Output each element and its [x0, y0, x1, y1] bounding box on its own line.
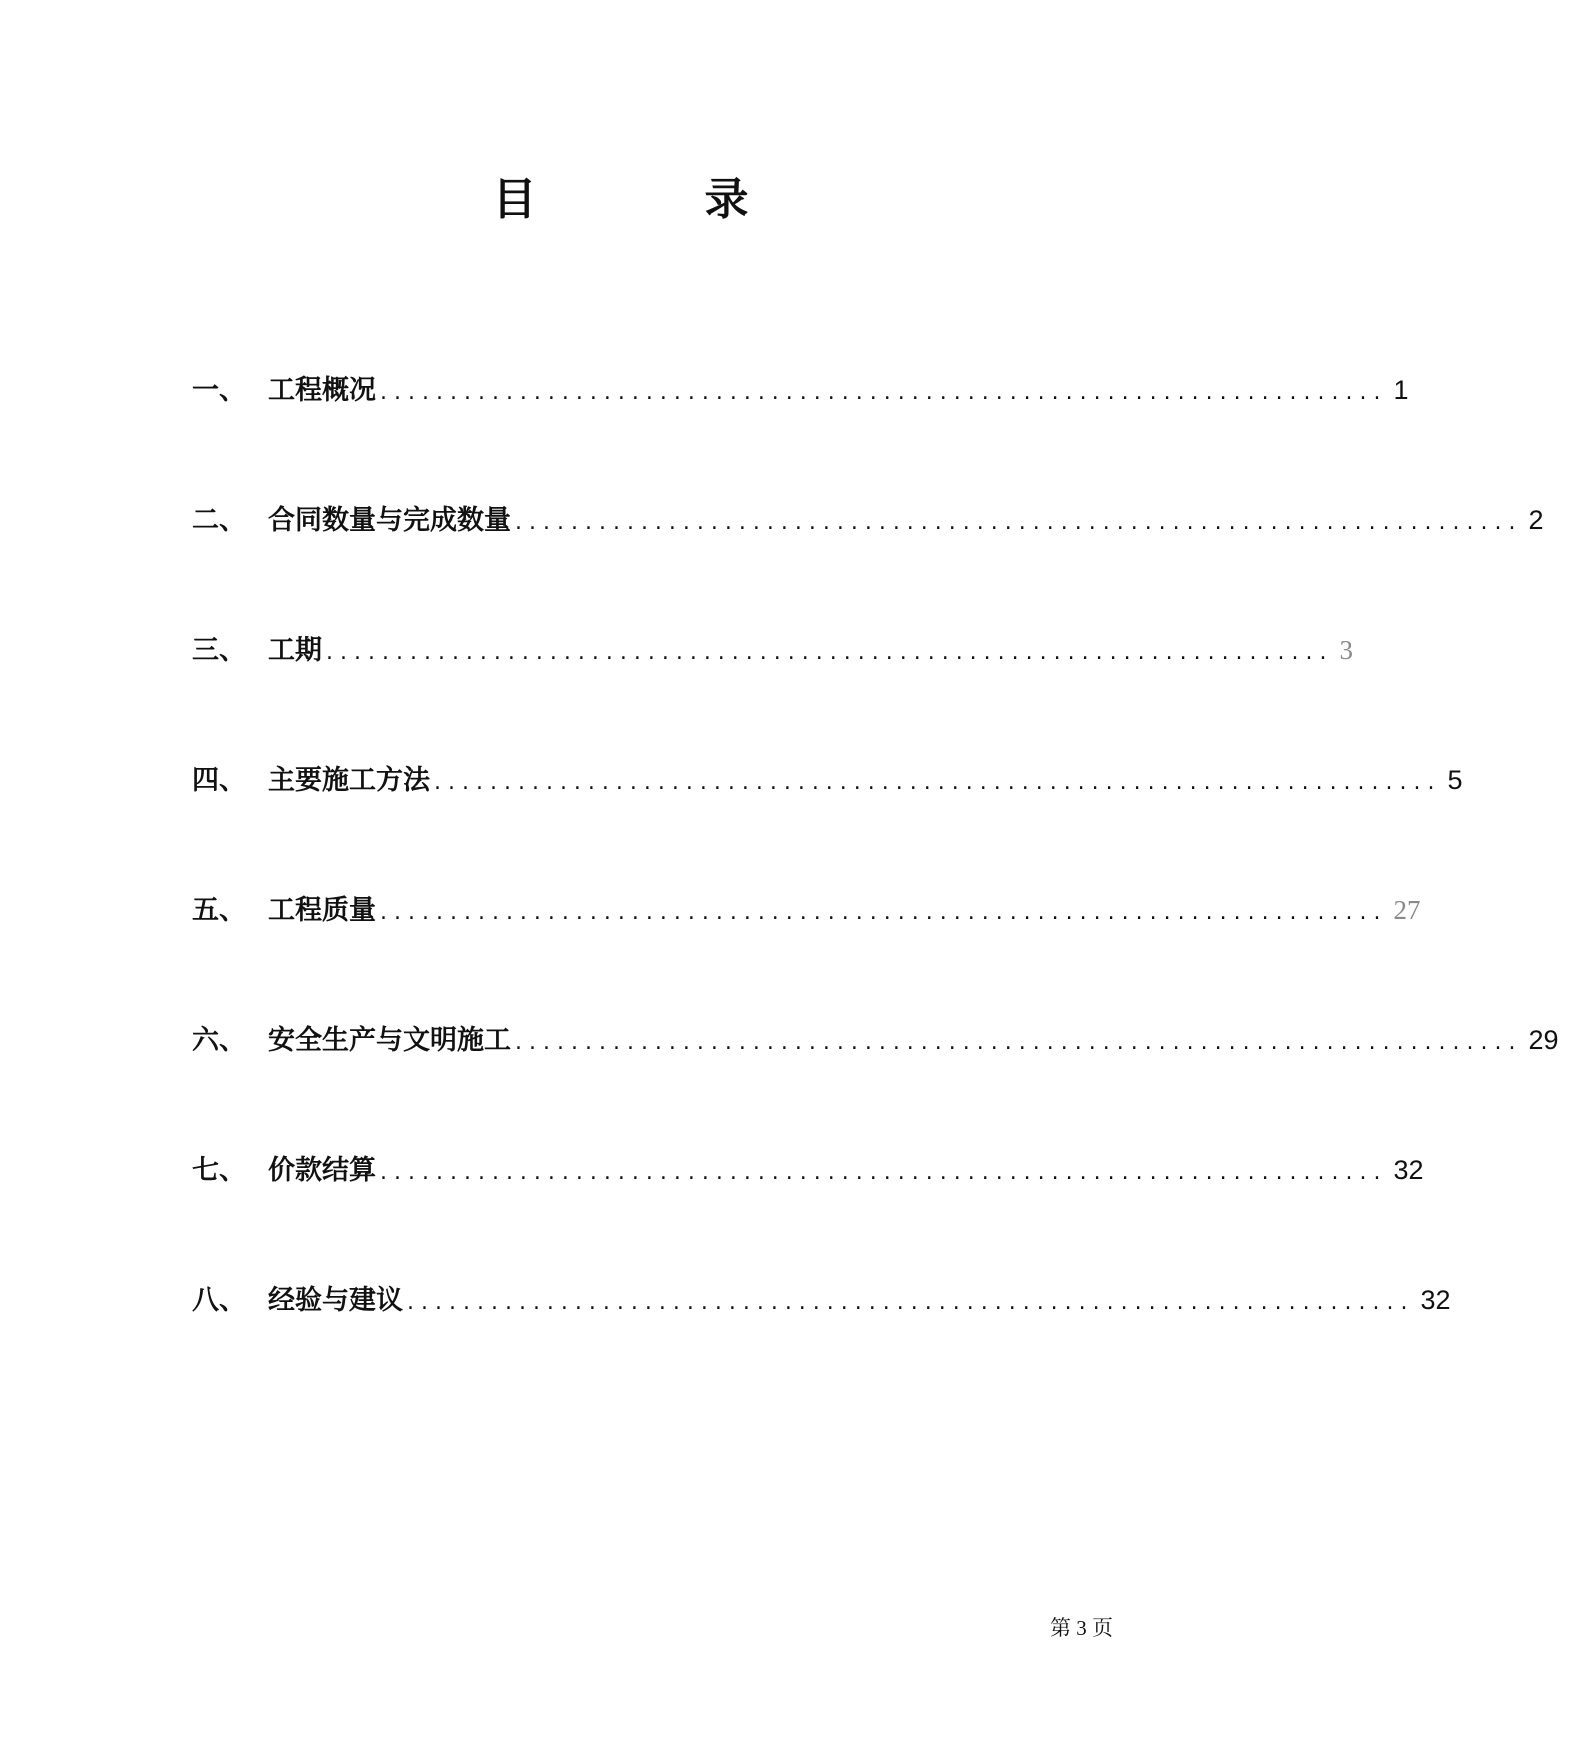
- toc-page-number: 32: [1420, 1285, 1451, 1315]
- toc-number: 七、: [192, 1155, 246, 1186]
- page-footer: 第 3 页: [1050, 1616, 1113, 1640]
- toc-label: 工程质量: [268, 895, 376, 926]
- toc-label: 安全生产与文明施工: [268, 1025, 511, 1056]
- toc-page-number: 2: [1528, 505, 1544, 535]
- toc-number: 二、: [192, 505, 246, 536]
- toc-label: 合同数量与完成数量: [268, 505, 511, 536]
- toc-page-number: 32: [1393, 1155, 1424, 1185]
- toc-leader: ........................................................................: [326, 640, 1334, 665]
- toc-label: 主要施工方法: [268, 765, 430, 796]
- toc-entry-contract-quantities[interactable]: [192, 500, 1544, 630]
- toc-number: 五、: [192, 895, 246, 926]
- toc-label: 经验与建议: [268, 1285, 403, 1316]
- toc-page-number: 5: [1447, 765, 1463, 795]
- toc-entry-overview[interactable]: [192, 370, 1409, 500]
- toc-number: 一、: [192, 375, 246, 406]
- toc-entry-quality[interactable]: [192, 890, 1421, 1020]
- page-title: 目 录: [492, 174, 811, 225]
- toc-leader: ........................................................................: [434, 770, 1442, 795]
- toc-entry-schedule[interactable]: [192, 630, 1354, 760]
- toc-entry-lessons[interactable]: [192, 1280, 1451, 1410]
- toc-leader: ........................................................................: [515, 1030, 1523, 1055]
- toc-label: 工程概况: [268, 375, 376, 406]
- toc-leader: ........................................................................: [380, 1160, 1388, 1185]
- toc-page-number: 27: [1393, 895, 1421, 925]
- toc-entry-construction-methods[interactable]: [192, 760, 1463, 890]
- table-of-contents: [192, 370, 1559, 1410]
- toc-number: 三、: [192, 635, 246, 666]
- toc-number: 六、: [192, 1025, 246, 1056]
- toc-page-number: 3: [1339, 635, 1354, 665]
- toc-number: 八、: [192, 1285, 246, 1316]
- toc-page-number: 1: [1393, 375, 1409, 405]
- toc-number: 四、: [192, 765, 246, 796]
- toc-leader: ........................................................................: [515, 510, 1523, 535]
- toc-leader: ........................................................................: [380, 900, 1388, 925]
- toc-leader: ........................................................................: [407, 1290, 1415, 1315]
- toc-entry-settlement[interactable]: [192, 1150, 1424, 1280]
- toc-entry-safety[interactable]: [192, 1020, 1559, 1150]
- toc-leader: ........................................................................: [380, 380, 1388, 405]
- toc-page-number: 29: [1528, 1025, 1559, 1055]
- toc-label: 工期: [268, 635, 322, 666]
- toc-label: 价款结算: [268, 1155, 376, 1186]
